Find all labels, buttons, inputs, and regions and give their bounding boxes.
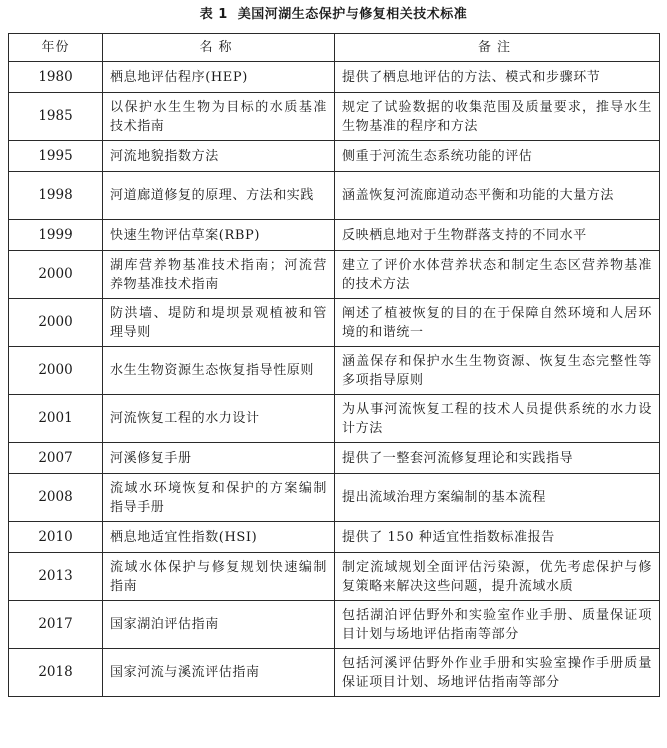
year-cell: 2001: [9, 395, 103, 443]
year-cell: 2010: [9, 522, 103, 553]
note-cell: 为从事河流恢复工程的技术人员提供系统的水力设计方法: [335, 395, 660, 443]
year-cell: 1998: [9, 172, 103, 220]
name-cell: 国家河流与溪流评估指南: [103, 649, 335, 697]
name-cell: 水生生物资源生态恢复指导性原则: [103, 347, 335, 395]
year-cell: 2007: [9, 443, 103, 474]
table-row: [9, 62, 660, 93]
year-cell: 1999: [9, 220, 103, 251]
table-row: [9, 649, 660, 697]
year-cell: 1995: [9, 141, 103, 172]
year-cell: 2000: [9, 347, 103, 395]
table-row: [9, 443, 660, 474]
name-cell: 流域水体保护与修复规划快速编制指南: [103, 553, 335, 601]
year-cell: 2018: [9, 649, 103, 697]
header-row: [9, 34, 660, 62]
table-row: [9, 553, 660, 601]
header-note: 备注: [335, 34, 660, 62]
header-year: 年份: [9, 34, 103, 62]
name-cell: 河溪修复手册: [103, 443, 335, 474]
note-cell: 侧重于河流生态系统功能的评估: [335, 141, 660, 172]
table-caption: [0, 4, 667, 26]
table-row: [9, 299, 660, 347]
note-cell: 反映栖息地对于生物群落支持的不同水平: [335, 220, 660, 251]
note-cell: 提供了一整套河流修复理论和实践指导: [335, 443, 660, 474]
table-title: 美国河湖生态保护与修复相关技术标准: [237, 7, 468, 22]
year-cell: 1985: [9, 93, 103, 141]
table-row: [9, 474, 660, 522]
note-cell: 包括河溪评估野外作业手册和实验室操作手册质量保证项目计划、场地评估指南等部分: [335, 649, 660, 697]
year-cell: 2008: [9, 474, 103, 522]
year-cell: 2000: [9, 251, 103, 299]
name-cell: 栖息地评估程序(HEP): [103, 62, 335, 93]
name-cell: 快速生物评估草案(RBP): [103, 220, 335, 251]
standards-table: [8, 33, 660, 697]
name-cell: 以保护水生生物为目标的水质基准技术指南: [103, 93, 335, 141]
year-cell: 2013: [9, 553, 103, 601]
name-cell: 栖息地适宜性指数(HSI): [103, 522, 335, 553]
note-cell: 提出流域治理方案编制的基本流程: [335, 474, 660, 522]
note-cell: 建立了评价水体营养状态和制定生态区营养物基准的技术方法: [335, 251, 660, 299]
name-cell: 防洪墙、堤防和堤坝景观植被和管理导则: [103, 299, 335, 347]
table-row: [9, 395, 660, 443]
table-number: 表 1: [199, 7, 228, 22]
name-cell: 流域水环境恢复和保护的方案编制指导手册: [103, 474, 335, 522]
note-cell: 包括湖泊评估野外和实验室作业手册、质量保证项目计划与场地评估指南等部分: [335, 601, 660, 649]
note-cell: 提供了 150 种适宜性指数标准报告: [335, 522, 660, 553]
table-row: [9, 251, 660, 299]
table-row: [9, 601, 660, 649]
name-cell: 河流地貌指数方法: [103, 141, 335, 172]
note-cell: 规定了试验数据的收集范围及质量要求，推导水生生物基准的程序和方法: [335, 93, 660, 141]
note-cell: 涵盖保存和保护水生生物资源、恢复生态完整性等多项指导原则: [335, 347, 660, 395]
table-row: [9, 347, 660, 395]
name-cell: 河道廊道修复的原理、方法和实践: [103, 172, 335, 220]
table-row: [9, 172, 660, 220]
year-cell: 2000: [9, 299, 103, 347]
note-cell: 提供了栖息地评估的方法、模式和步骤环节: [335, 62, 660, 93]
name-cell: 湖库营养物基准技术指南；河流营养物基准技术指南: [103, 251, 335, 299]
header-name: 名称: [103, 34, 335, 62]
note-cell: 阐述了植被恢复的目的在于保障自然环境和人居环境的和谐统一: [335, 299, 660, 347]
name-cell: 河流恢复工程的水力设计: [103, 395, 335, 443]
note-cell: 制定流域规划全面评估污染源，优先考虑保护与修复策略来解决这些问题，提升流域水质: [335, 553, 660, 601]
name-cell: 国家湖泊评估指南: [103, 601, 335, 649]
year-cell: 2017: [9, 601, 103, 649]
year-cell: 1980: [9, 62, 103, 93]
table-row: [9, 93, 660, 141]
table-row: [9, 220, 660, 251]
table-row: [9, 141, 660, 172]
table-row: [9, 522, 660, 553]
note-cell: 涵盖恢复河流廊道动态平衡和功能的大量方法: [335, 172, 660, 220]
